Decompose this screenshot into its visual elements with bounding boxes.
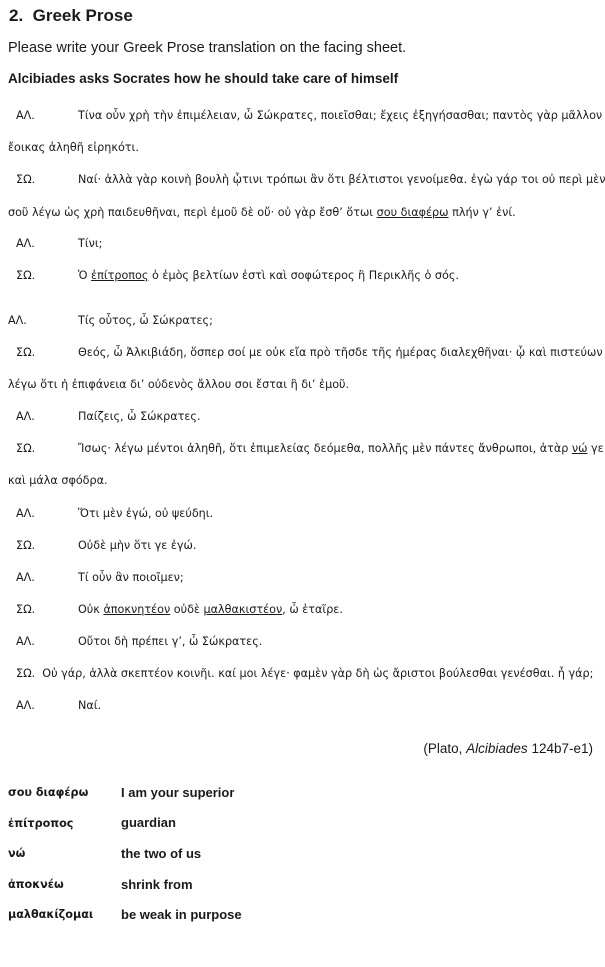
dialogue-line: Οὐκ ἀποκνητέον οὐδὲ μαλθακιστέον, ὦ ἑταῖρε. (78, 603, 343, 616)
dialogue-line: Οὐδὲ μὴν ὅτι γε ἐγώ. (78, 539, 197, 552)
glossary-term: ἀποκνέω (8, 878, 64, 891)
speaker-label: ΣΩ. (16, 346, 36, 359)
glossary-definition: the two of us (121, 846, 202, 861)
dialogue-line: Τίνι; (78, 237, 103, 250)
glossary-term: μαλθακίζομαι (8, 908, 94, 921)
speaker-label: ΑΛ. (16, 699, 35, 712)
glossary-term: ἐπίτροπος (8, 817, 74, 830)
glossed-phrase: μαλθακιστέον (203, 603, 283, 616)
speaker-label: ΑΛ. (16, 571, 35, 584)
glossary-term: νώ (8, 847, 26, 860)
speaker-label: ΣΩ. (16, 442, 36, 455)
speaker-label: ΑΛ. (16, 635, 35, 648)
speaker-label: ΣΩ. (16, 539, 36, 552)
dialogue-line: Τί οὖν ἂν ποιοῖμεν; (78, 571, 184, 584)
dialogue-line: Τίς οὗτος, ὦ Σώκρατες; (78, 314, 213, 327)
speaker-label: ΑΛ. (16, 410, 35, 423)
dialogue-line: Τίνα οὖν χρὴ τὴν ἐπιμέλειαν, ὦ Σώκρατες, ποιεῖσθαι; ἔχεις ἐξηγήσασθαι; παντὸς γὰρ μᾶλλον (78, 109, 603, 122)
speaker-label: ΑΛ. (8, 314, 27, 327)
speaker-label: ΣΩ. (16, 269, 36, 282)
dialogue-line: καὶ μάλα σφόδρα. (8, 474, 108, 487)
dialogue-line: Ἴσως· λέγω μέντοι ἀληθῆ, ὅτι ἐπιμελείας δεόμεθα, πολλῆς μὲν πάντες ἄνθρωποι, ἀτὰρ νώ γε (78, 442, 604, 455)
dialogue-line: Ναί· ἀλλὰ γὰρ κοινὴ βουλὴ ᾧτινι τρόπωι ἂν ὅτι βέλτιστοι γενοίμεθα. ἐγὼ γάρ τοι οὐ περὶ μὲν (78, 173, 605, 186)
dialogue-line: Ὅτι μὲν ἐγώ, οὐ ψεύδηι. (78, 507, 214, 520)
speaker-label: ΣΩ. (16, 173, 36, 186)
glossary-definition: shrink from (121, 877, 193, 892)
speaker-label: ΑΛ. (16, 507, 35, 520)
dialogue-line: σοῦ λέγω ὡς χρὴ παιδευθῆναι, περὶ ἐμοῦ δὲ οὔ· οὐ γὰρ ἔσθ’ ὅτωι σου διαφέρω πλήν γ’ ἑνί. (8, 206, 516, 219)
speaker-label: ΣΩ. (16, 603, 36, 616)
glossary-definition: be weak in purpose (121, 907, 242, 922)
glossary-definition: I am your superior (121, 785, 235, 800)
dialogue-line: ΣΩ. Οὐ γάρ, ἀλλὰ σκεπτέον κοινῆι. καί μοι λέγε· φαμὲν γὰρ δὴ ὡς ἄριστοι βούλεσθαι γενέσθαι. ἦ γάρ; (16, 667, 594, 680)
speaker-label: ΑΛ. (16, 109, 35, 122)
dialogue-line: Θεός, ὦ Ἀλκιβιάδη, ὅσπερ σοί με οὐκ εἴα πρὸ τῆσδε τῆς ἡμέρας διαλεχθῆναι· ᾧ καὶ πιστεύων (78, 346, 603, 359)
glossed-phrase: νώ (571, 442, 588, 455)
dialogue-line: ἔοικας ἀληθῆ εἰρηκότι. (8, 141, 139, 154)
dialogue-line: Οὔτοι δὴ πρέπει γ’, ὦ Σώκρατες. (78, 635, 263, 648)
glossed-phrase: σου διαφέρω (376, 206, 449, 219)
speaker-label: ΑΛ. (16, 237, 35, 250)
passage-title: Alcibiades asks Socrates how he should take care of himself (8, 71, 399, 86)
instruction-text: Please write your Greek Prose translation on the facing sheet. (8, 40, 407, 56)
source-citation: (Plato, Alcibiades 124b7-e1) (423, 741, 593, 756)
glossed-phrase: ἐπίτροπος (91, 269, 149, 282)
glossary-definition: guardian (121, 815, 176, 830)
dialogue-line: λέγω ὅτι ἡ ἐπιφάνεια δι’ οὐδενὸς ἄλλου σοι ἔσται ἢ δι’ ἐμοῦ. (8, 378, 350, 391)
dialogue-line: Ὁ ἐπίτροπος ὁ ἐμὸς βελτίων ἐστὶ καὶ σοφώτερος ἢ Περικλῆς ὁ σός. (78, 269, 459, 282)
section-heading: 2. Greek Prose (9, 6, 133, 25)
dialogue-line: Ναί. (78, 699, 102, 712)
dialogue-line: Παίζεις, ὦ Σώκρατες. (78, 410, 201, 423)
glossed-phrase: ἀποκνητέον (103, 603, 171, 616)
glossary-term: σου διαφέρω (8, 786, 89, 799)
